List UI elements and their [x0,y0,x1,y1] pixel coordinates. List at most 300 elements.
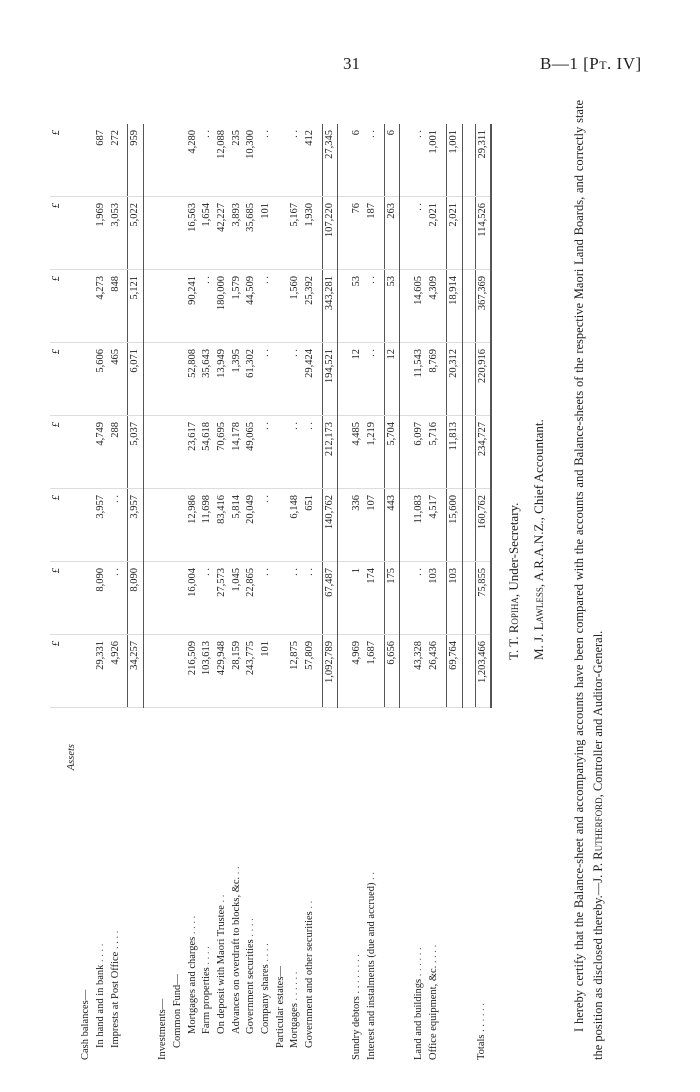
assets-table-body [50,124,491,1060]
value-cell [171,270,186,343]
value-cell [400,416,413,489]
value-cell: . . [365,343,380,416]
value-cell: 12,875 [288,635,303,708]
label-cell [50,708,65,1061]
row-label [462,708,475,1061]
value-cell [171,489,186,562]
value-cell: 5,037 [128,416,144,489]
value-cell: 1,219 [365,416,380,489]
table-row [244,124,259,1060]
value-cell [274,124,289,197]
signatory-title: , A.R.A.N.Z., Chief Accountant. [530,419,546,588]
value-cell: 16,004 [186,562,201,635]
value-cell: . . [109,562,124,635]
value-cell: 22,865 [244,562,259,635]
value-cell [338,489,351,562]
value-cell: 1,579 [230,270,245,343]
spacer-row [400,124,413,1060]
currency-symbol: £ [50,562,65,635]
value-cell: 14,605 [412,270,427,343]
value-cell: . . [259,562,274,635]
value-cell: 29,331 [94,635,109,708]
signature-chief-accountant [527,100,552,1060]
assets-heading: Assets [65,744,77,771]
value-cell: 35,685 [244,197,259,270]
value-cell: 103,613 [200,635,215,708]
totals-row [475,124,491,1060]
value-cell: . . [412,124,427,197]
value-cell: 1,969 [94,197,109,270]
leader-dots: . . . . [476,1002,487,1022]
signatory-title: , Under-Secretary. [506,502,521,598]
value-cell: 69,764 [446,635,462,708]
spacer-row [462,124,475,1060]
table-row [288,124,303,1060]
row-label-text: Office equipment, &c. [428,965,440,1060]
row-label [244,708,259,1061]
value-cell: 83,416 [215,489,230,562]
leader-dots: . . . . . . [351,954,363,983]
leader-dots: . . . . . . [289,971,301,1001]
value-cell [338,124,351,197]
value-cell: 27,573 [215,562,230,635]
page-number: 31 [343,54,360,73]
value-cell: 12 [350,343,365,416]
value-cell [462,124,475,197]
value-cell: 34,257 [128,635,144,708]
value-cell: . . [259,416,274,489]
value-cell: 15,600 [446,489,462,562]
value-cell: 107 [365,489,380,562]
row-label [446,708,462,1061]
row-label-text: Cash balances— [80,989,92,1060]
value-cell: 6,656 [384,635,400,708]
value-cell [400,197,413,270]
value-cell: 216,509 [186,635,201,708]
value-cell: 187 [365,197,380,270]
row-label [230,708,245,1061]
value-cell [171,343,186,416]
value-cell: 243,775 [244,635,259,708]
value-cell: 8,090 [94,562,109,635]
row-label-text: Common Fund— [171,974,183,1048]
value-cell: 4,926 [109,635,124,708]
value-cell: 49,065 [244,416,259,489]
spacer-row [144,124,157,1060]
value-cell: 6 [350,124,365,197]
value-cell: 5,022 [128,197,144,270]
page-reference: B—1 [Pt. IV] [540,54,642,73]
row-label-text: Farm properties [201,967,213,1034]
value-cell: . . [259,343,274,416]
value-cell: 5,716 [427,416,442,489]
row-label [412,708,427,1061]
value-cell: . . [288,124,303,197]
value-cell: 12,986 [186,489,201,562]
value-cell [462,416,475,489]
value-cell: 53 [350,270,365,343]
value-cell: 174 [365,562,380,635]
value-cell: 13,949 [215,343,230,416]
value-cell: 8,090 [128,562,144,635]
value-cell: 53 [384,270,400,343]
empty-cell [65,416,80,489]
value-cell: . . [109,489,124,562]
value-cell [338,562,351,635]
value-cell [156,343,171,416]
value-cell [462,562,475,635]
value-cell: 1 [350,562,365,635]
value-cell: 5,121 [128,270,144,343]
value-cell [171,197,186,270]
value-cell: 220,916 [475,343,491,416]
value-cell: 651 [303,489,318,562]
value-cell: 5,606 [94,343,109,416]
value-cell: 4,280 [186,124,201,197]
value-cell: 412 [303,124,318,197]
value-cell: 3,957 [94,489,109,562]
leader-dots: . . [109,930,121,939]
table-row [427,124,442,1060]
value-cell: 42,227 [215,197,230,270]
currency-symbol: £ [50,343,65,416]
value-cell: 16,563 [186,197,201,270]
value-cell: 4,517 [427,489,442,562]
currency-symbol: £ [50,124,65,197]
table-row [109,124,124,1060]
value-cell [156,635,171,708]
value-cell: 11,543 [412,343,427,416]
value-cell [274,343,289,416]
signature-block [502,100,551,1060]
value-cell [462,489,475,562]
value-cell [274,197,289,270]
row-label-text: Land and buildings [413,978,425,1060]
row-label [94,708,109,1061]
value-cell [274,562,289,635]
value-cell [171,416,186,489]
value-cell: 26,436 [427,635,442,708]
value-cell: . . [200,270,215,343]
value-cell: 43,328 [412,635,427,708]
value-cell: 212,173 [322,416,338,489]
value-cell [144,197,157,270]
value-cell: 101 [259,197,274,270]
value-cell [462,343,475,416]
value-cell: 90,241 [186,270,201,343]
value-cell: 1,045 [230,562,245,635]
row-label [259,708,274,1061]
value-cell: 848 [109,270,124,343]
value-cell: . . [303,562,318,635]
spacer-row [338,124,351,1060]
row-label [109,708,124,1061]
table-row [79,124,94,1060]
row-label [274,708,289,1061]
value-cell: 103 [446,562,462,635]
currency-symbol: £ [50,416,65,489]
value-cell [400,562,413,635]
leader-dots: . . [304,900,315,909]
row-label [144,708,157,1061]
value-cell: 5,167 [288,197,303,270]
value-cell: 1,930 [303,197,318,270]
leader-dots: . . . . [245,918,257,937]
value-cell: . . [365,124,380,197]
value-cell: 234,727 [475,416,491,489]
value-cell [171,124,186,197]
leader-dots: . . . . . . [413,947,425,977]
value-cell [156,124,171,197]
value-cell: 23,617 [186,416,201,489]
value-cell: 194,521 [322,343,338,416]
value-cell [462,270,475,343]
value-cell: 1,092,789 [322,635,338,708]
value-cell [171,635,186,708]
empty-cell [65,562,80,635]
value-cell: 114,526 [475,197,491,270]
leader-dots: . . . . [95,943,107,962]
value-cell [79,416,94,489]
value-cell: 52,808 [186,343,201,416]
row-label [338,708,351,1061]
value-cell: 465 [109,343,124,416]
value-cell: 1,687 [365,635,380,708]
value-cell [144,343,157,416]
value-cell: 8,769 [427,343,442,416]
value-cell: . . [200,562,215,635]
value-cell [274,270,289,343]
value-cell [400,124,413,197]
value-cell [156,197,171,270]
value-cell [144,124,157,197]
value-cell: 1,560 [288,270,303,343]
row-label [215,708,230,1061]
value-cell: 1,001 [446,124,462,197]
assets-heading-row [65,124,80,1060]
table-row [303,124,318,1060]
leader-dots: . . . . [201,946,213,965]
row-label [288,708,303,1061]
value-cell: . . [259,489,274,562]
empty-cell [65,124,80,197]
value-cell: 20,049 [244,489,259,562]
value-cell: . . [412,562,427,635]
value-cell: 107,220 [322,197,338,270]
value-cell: 6,097 [412,416,427,489]
value-cell: 18,914 [446,270,462,343]
row-label [303,708,318,1061]
audit-certification [570,100,609,1060]
value-cell: 175 [384,562,400,635]
value-cell: 57,809 [303,635,318,708]
value-cell [144,635,157,708]
value-cell: 11,813 [446,416,462,489]
value-cell: 14,178 [230,416,245,489]
row-label-text: In hand and in bank [95,964,107,1048]
table-row [259,124,274,1060]
row-label-text: Imprests at Post Office . . [109,941,121,1048]
value-cell: 2,021 [427,197,442,270]
value-cell [400,270,413,343]
row-label-text: Particular estates— [274,966,286,1048]
value-cell [156,562,171,635]
row-label-text: Government securities [245,939,257,1034]
value-cell [156,270,171,343]
value-cell [274,416,289,489]
value-cell: 5,814 [230,489,245,562]
value-cell: 1,203,466 [475,635,491,708]
value-cell [338,343,351,416]
value-cell: . . [200,124,215,197]
value-cell: 6,071 [128,343,144,416]
value-cell: 29,424 [303,343,318,416]
table-row [186,124,201,1060]
value-cell: 29,311 [475,124,491,197]
value-cell: 443 [384,489,400,562]
row-label-text: Advances on overdraft to blocks, &c. [230,876,242,1034]
table-row [171,124,186,1060]
subtotal-row [384,124,400,1060]
table-row [215,124,230,1060]
value-cell: 235 [230,124,245,197]
subtotal-row [446,124,462,1060]
leader-dots: . . [230,866,242,875]
value-cell: 44,509 [244,270,259,343]
signatory-name: T. T. Ropiha [506,597,521,660]
row-label-text: Mortgages and charges [186,936,198,1034]
value-cell [338,416,351,489]
value-cell: 70,695 [215,416,230,489]
assets-table [50,124,492,1060]
value-cell: 67,487 [322,562,338,635]
row-label-text: On deposit with Maori Trustee [215,905,227,1034]
value-cell: 272 [109,124,124,197]
row-label [475,708,491,1061]
table-row [365,124,380,1060]
value-cell [79,562,94,635]
value-cell: . . [288,562,303,635]
value-cell: . . [365,270,380,343]
value-cell [338,197,351,270]
value-cell: 10,300 [244,124,259,197]
value-cell: 180,000 [215,270,230,343]
value-cell: . . [303,416,318,489]
value-cell: 687 [94,124,109,197]
value-cell [144,416,157,489]
value-cell: 103 [427,562,442,635]
table-row [156,124,171,1060]
value-cell: 3,053 [109,197,124,270]
value-cell [79,343,94,416]
value-cell: 35,643 [200,343,215,416]
value-cell: 1,001 [427,124,442,197]
row-label [400,708,413,1061]
value-cell: 6 [384,124,400,197]
value-cell: 75,855 [475,562,491,635]
value-cell: . . [288,343,303,416]
value-cell [462,635,475,708]
value-cell [144,270,157,343]
value-cell: 25,392 [303,270,318,343]
value-cell: 54,618 [200,416,215,489]
table-row [412,124,427,1060]
value-cell: . . [259,270,274,343]
empty-cell [65,635,80,708]
value-cell: 6,148 [288,489,303,562]
table-row [230,124,245,1060]
row-label [322,708,338,1061]
table-row [94,124,109,1060]
value-cell: 4,969 [350,635,365,708]
value-cell: . . [259,124,274,197]
row-label-text: Totals . . [476,1023,487,1060]
value-cell: 263 [384,197,400,270]
leader-dots: . . . . [428,944,440,964]
leader-dots: . . . . [259,943,271,962]
value-cell [462,197,475,270]
currency-symbol: £ [50,197,65,270]
value-cell [156,416,171,489]
currency-symbol: £ [50,270,65,343]
row-label [156,708,171,1061]
value-cell: 28,159 [230,635,245,708]
value-cell: 1,654 [200,197,215,270]
currency-symbol: £ [50,635,65,708]
value-cell [79,270,94,343]
row-label-text: Interest and instalments (due and accrued) [366,882,378,1060]
subtotal-row [322,124,338,1060]
row-label [350,708,365,1061]
value-cell: . . [288,416,303,489]
value-cell: 27,345 [322,124,338,197]
value-cell: 4,309 [427,270,442,343]
value-cell [338,635,351,708]
value-cell: 140,762 [322,489,338,562]
value-cell: 61,302 [244,343,259,416]
value-cell: 367,369 [475,270,491,343]
auditor-title: , Controller and Auditor-General. [591,630,606,798]
table-row [350,124,365,1060]
value-cell [79,197,94,270]
value-cell: 4,749 [94,416,109,489]
certification-text: I hereby certify that the Balance-sheet and accompanying accounts have been compared with the accounts and Balance-sheets of the respective Maori Land Boards, and correctly state the position as disclosed thereby.— [572,100,606,1060]
value-cell: 20,312 [446,343,462,416]
signature-under-secretary [502,100,527,1060]
value-cell: 3,893 [230,197,245,270]
value-cell: 160,762 [475,489,491,562]
value-cell: 11,083 [412,489,427,562]
subtotal-row [128,124,144,1060]
value-cell: 11,698 [200,489,215,562]
value-cell [400,343,413,416]
row-label [200,708,215,1061]
value-cell: 4,485 [350,416,365,489]
value-cell: 336 [350,489,365,562]
value-cell: 4,273 [94,270,109,343]
row-label [128,708,144,1061]
row-label-text: Sundry debtors . . [351,985,363,1060]
value-cell [144,562,157,635]
value-cell: . . [412,197,427,270]
leader-dots: . . [215,894,227,903]
row-label-text: Government and other securities [304,911,315,1048]
value-cell [400,635,413,708]
value-cell: 429,948 [215,635,230,708]
rotated-balance-sheet [50,100,670,1060]
value-cell [79,489,94,562]
value-cell: 959 [128,124,144,197]
